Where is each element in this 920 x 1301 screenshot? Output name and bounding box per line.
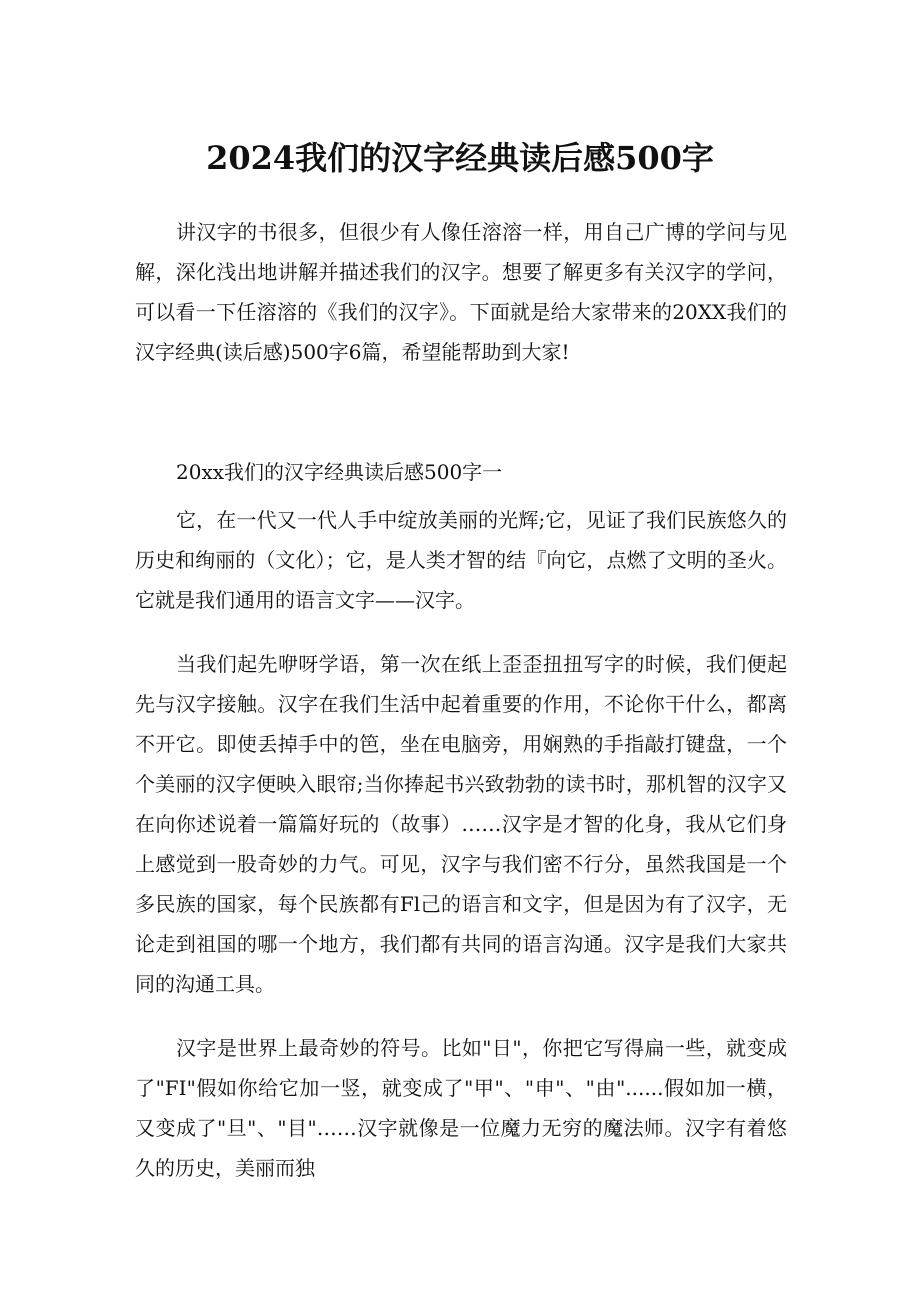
intro-paragraph: 讲汉字的书很多，但很少有人像任溶溶一样，用自己广博的学问与见解，深化浅出地讲解并描述我们的汉字。想要了解更多有关汉字的学问，可以看一下任溶溶的《我们的汉字》。下面就是给大家带来的20XX我们的汉字经典(读后感)500字6篇，希望能帮助到大家!: [135, 220, 787, 364]
document-title: 2024我们的汉字经典读后感500字: [206, 139, 714, 177]
body-paragraph-3: 汉字是世界上最奇妙的符号。比如"日"，你把它写得扁一些，就变成了"FI"假如你给它加一竖，就变成了"甲"、"申"、"由"......假如加一横，又变成了"旦"、"目"……汉字就像是一位魔力无穷的魔法师。汉字有着悠久的历史，美丽而独: [135, 1036, 787, 1180]
body-paragraph-1: 它，在一代又一代人手中绽放美丽的光辉;它，见证了我们民族悠久的历史和绚丽的（文化）；它，是人类才智的结『向它，点燃了文明的圣火。它就是我们通用的语言文字——汉字。: [135, 508, 787, 612]
section-heading: 20xx我们的汉字经典读后感500字一: [176, 460, 503, 484]
body-paragraph-2: 当我们起先咿呀学语，第一次在纸上歪歪扭扭写字的时候，我们便起先与汉字接触。汉字在我们生活中起着重要的作用，不论你干什么，都离不开它。即使丢掉手中的笆，坐在电脑旁，用娴熟的手指敲打键盘，一个个美丽的汉字便映入眼帘;当你捧起书兴致勃勃的读书时，那机智的汉字又在向你述说着一篇篇好玩的（故事）……汉字是才智的化身，我从它们身上感觉到一股奇妙的力气。可见，汉字与我们密不行分，虽然我国是一个多民族的国家，每个民族都有Fl己的语言和文字，但是因为有了汉字，无论走到祖国的哪一个地方，我们都有共同的语言沟通。汉字是我们大家共同的沟通工具。: [135, 652, 787, 996]
